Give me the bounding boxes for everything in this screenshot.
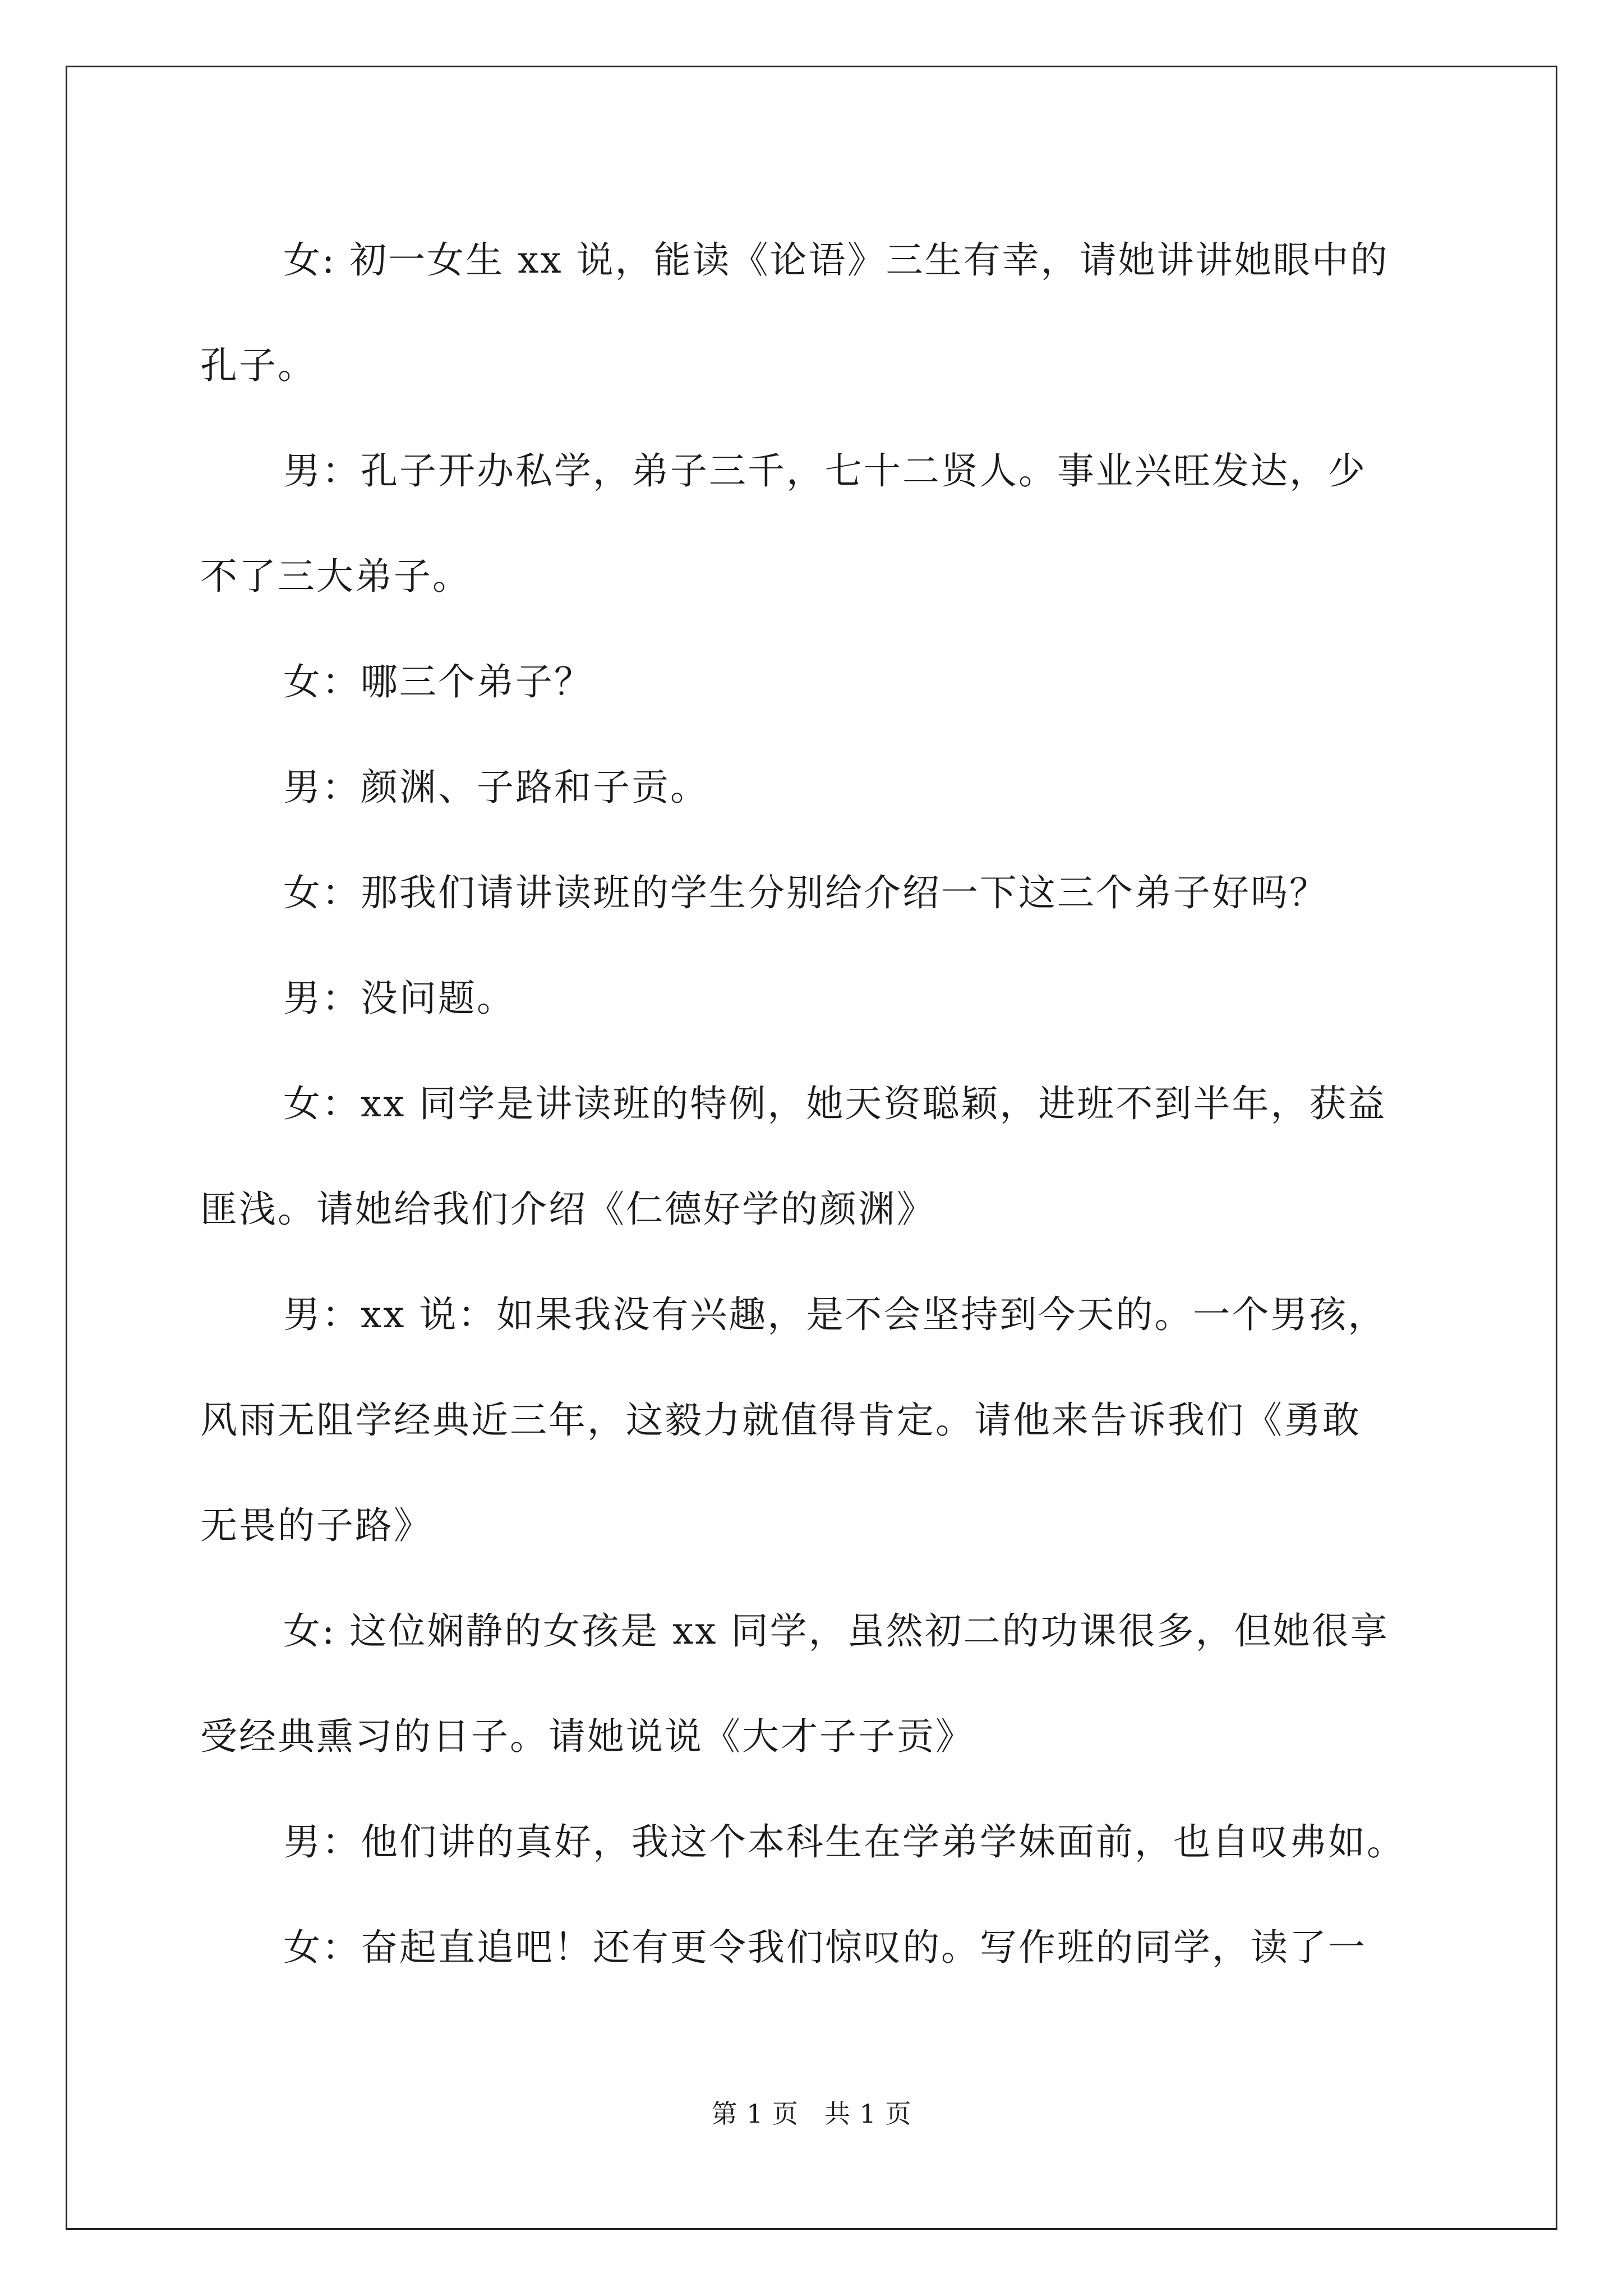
paragraph-6 (200, 946, 1434, 1051)
text-line: 男：xx 说：如果我没有兴趣，是不会坚持到今天的。一个男孩， (283, 1293, 1387, 1336)
text-line: 不了三大弟子。 (200, 555, 471, 598)
paragraph-8 (200, 1262, 1434, 1579)
paragraph-11 (200, 1895, 1434, 2000)
text-line: 风雨无阻学经典近三年，这毅力就值得肯定。请他来告诉我们《勇敢 (200, 1398, 1361, 1442)
paragraph-7 (200, 1051, 1434, 1262)
text-line: 匪浅。请她给我们介绍《仁德好学的颜渊》 (200, 1188, 935, 1231)
total-pages: 共 1 页 (824, 2099, 912, 2129)
text-line: 男：他们讲的真好，我这个本科生在学弟学妹面前，也自叹弗如。 (283, 1820, 1405, 1864)
paragraph-5 (200, 840, 1434, 946)
text-line: 受经典熏习的日子。请她说说《大才子子贡》 (200, 1715, 974, 1758)
text-line: 女：xx 同学是讲读班的特例，她天资聪颖，进班不到半年，获益 (283, 1082, 1387, 1125)
text-line: 男：没问题。 (283, 977, 515, 1020)
paragraph-4 (200, 735, 1434, 840)
paragraph-1 (200, 208, 1434, 418)
text-line: 男：孔子开办私学，弟子三千，七十二贤人。事业兴旺发达，少 (283, 449, 1367, 493)
text-line: 女: 初一女生 xx 说，能读《论语》三生有幸，请她讲讲她眼中的 (283, 238, 1389, 282)
paragraph-9 (200, 1579, 1434, 1789)
text-line: 女：哪三个弟子？ (283, 660, 593, 703)
page-number: 第 1 页 (711, 2099, 799, 2129)
page-footer (0, 2093, 1623, 2131)
paragraph-3 (200, 629, 1434, 735)
text-line: 女：奋起直追吧！还有更令我们惊叹的。写作班的同学，读了一 (283, 1926, 1367, 1969)
text-line: 女: 这位娴静的女孩是 xx 同学，虽然初二的功课很多，但她很享 (283, 1609, 1389, 1653)
text-line: 孔子。 (200, 344, 316, 387)
paragraph-10 (200, 1789, 1434, 1895)
text-line: 女：那我们请讲读班的学生分别给介绍一下这三个弟子好吗？ (283, 871, 1328, 914)
text-line: 无畏的子路》 (200, 1504, 432, 1547)
paragraph-2 (200, 418, 1434, 629)
document-body (200, 208, 1434, 2000)
text-line: 男：颜渊、子路和子贡。 (283, 766, 709, 809)
